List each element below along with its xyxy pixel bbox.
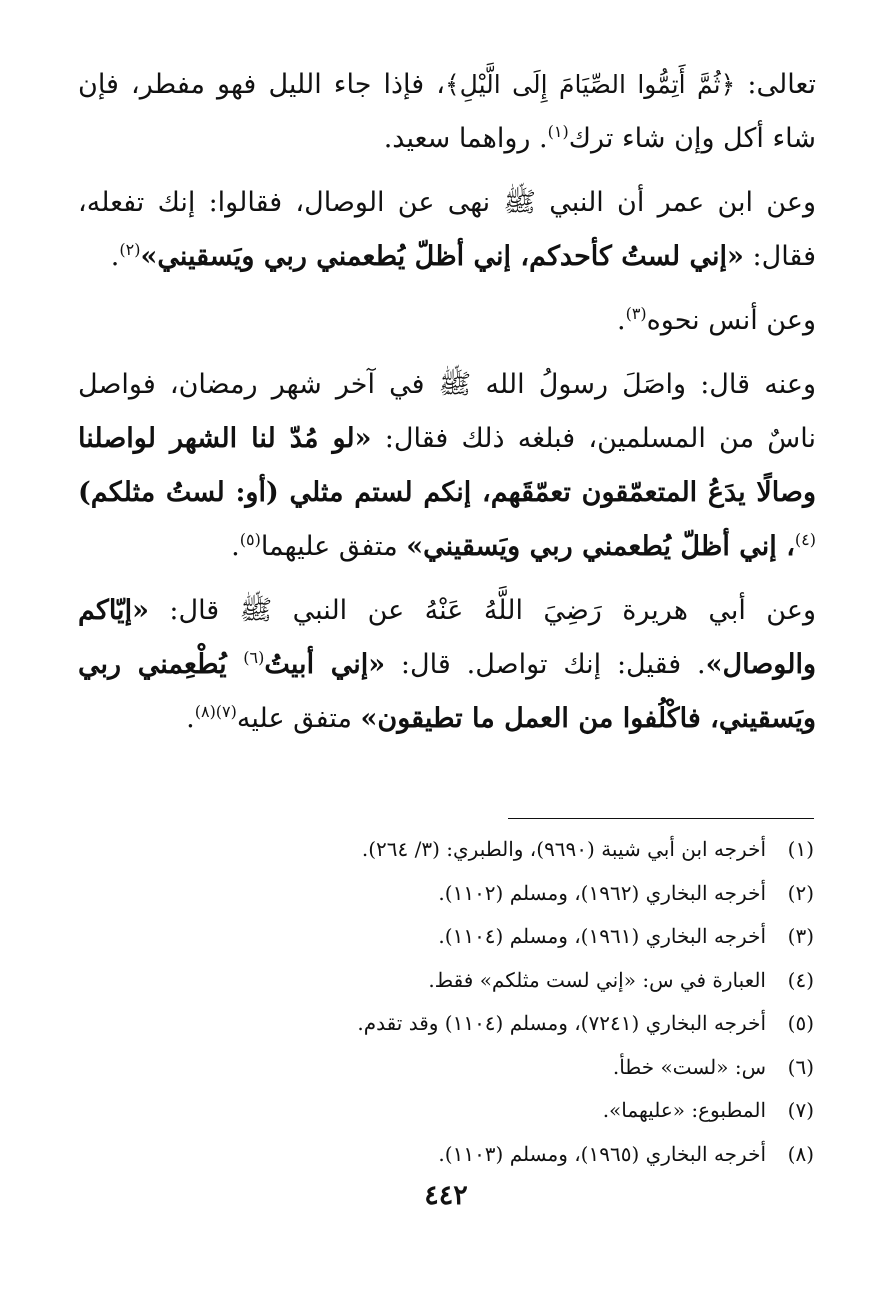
paragraph bbox=[78, 58, 816, 166]
text-segment: ، فإذا جاء الليل فهو مفطر، فإن شاء أكل وإن شاء ترك bbox=[78, 69, 816, 154]
footnote bbox=[76, 959, 814, 1003]
footnote-ref: (٤) bbox=[794, 530, 816, 549]
footnote-ref: (٧)(٨) bbox=[194, 702, 237, 721]
footnote-text: س: «لست» خطأ. bbox=[612, 1054, 766, 1079]
footnote-text: أخرجه البخاري (١٩٦٥)، ومسلم (١١٠٣). bbox=[438, 1141, 766, 1166]
footnote bbox=[76, 915, 814, 959]
text-segment: وعن أنس نحوه bbox=[646, 305, 816, 336]
footnote bbox=[76, 872, 814, 916]
main-text bbox=[78, 58, 816, 746]
footnote bbox=[76, 1133, 814, 1177]
hadith-quote: «إيّاكم والوصال» bbox=[78, 595, 816, 680]
hadith-quote: «إني لستُ كأحدكم، إني أظلّ يُطعمني ربي ويَسقيني» bbox=[140, 241, 744, 272]
text-segment: تعالى: bbox=[735, 69, 816, 100]
paragraph bbox=[78, 358, 816, 574]
footnote-number: (١) bbox=[787, 837, 814, 861]
page-number: ٤٤٢ bbox=[424, 1180, 468, 1211]
text-segment: وعن ابن عمر أن النبي ﷺ نهى عن الوصال، فقالوا: إنك تفعله، فقال: bbox=[78, 187, 816, 272]
text-segment: وعنه قال: واصَلَ رسولُ الله ﷺ في آخر شهر رمضان، فواصل ناسٌ من المسلمين، فبلغه ذلك فقال: bbox=[78, 369, 816, 454]
footnote-text: المطبوع: «عليهما». bbox=[602, 1098, 766, 1122]
hadith-quote: «إني أبيتُ bbox=[264, 649, 386, 680]
footnote-ref: (١) bbox=[547, 122, 569, 141]
text-segment: وعن أبي هريرة رَضِيَ اللَّهُ عَنْهُ عن النبي ﷺ قال: bbox=[148, 595, 816, 626]
footnote-ref: (٣) bbox=[625, 304, 647, 323]
footnote bbox=[76, 1089, 814, 1133]
footnote-number: (٢) bbox=[787, 880, 814, 905]
footnote-text: العبارة في س: «إني لست مثلكم» فقط. bbox=[428, 967, 766, 992]
paragraph bbox=[78, 294, 816, 348]
hadith-quote: ، إني أظلّ يُطعمني ربي ويَسقيني» bbox=[406, 531, 795, 562]
text-segment: . رواهما سعيد. bbox=[383, 123, 548, 154]
text-segment: . bbox=[186, 703, 195, 734]
footnote-text: أخرجه ابن أبي شيبة (٩٦٩٠)، والطبري: (٣/ ٢٦٤). bbox=[361, 837, 766, 861]
paragraph bbox=[78, 176, 816, 284]
footnote-number: (٣) bbox=[787, 924, 814, 948]
text-segment: . bbox=[616, 305, 626, 336]
text-segment: متفق عليه bbox=[236, 703, 361, 734]
quran-verse: ﴿ثُمَّ أَتِمُّوا الصِّيَامَ إِلَى الَّيْلِ﴾ bbox=[445, 70, 736, 99]
text-segment: . bbox=[110, 241, 120, 272]
footnote bbox=[76, 828, 814, 872]
footnote-number: (٤) bbox=[787, 967, 814, 992]
footnote-ref: (٥) bbox=[239, 530, 261, 549]
footnote-number: (٨) bbox=[787, 1141, 814, 1166]
footnote bbox=[76, 1002, 814, 1046]
text-segment: . فقيل: إنك تواصل. قال: bbox=[385, 649, 706, 680]
text-segment: متفق عليهما bbox=[260, 531, 407, 562]
footnote-divider bbox=[508, 818, 814, 819]
footnotes-list bbox=[76, 828, 814, 1176]
text-segment: . bbox=[231, 531, 240, 562]
footnote bbox=[76, 1046, 814, 1090]
footnote-ref: (٢) bbox=[119, 240, 141, 259]
paragraph bbox=[78, 584, 816, 746]
footnote-number: (٥) bbox=[787, 1011, 814, 1035]
footnote-text: أخرجه البخاري (١٩٦٢)، ومسلم (١١٠٢). bbox=[438, 880, 766, 905]
footnote-text: أخرجه البخاري (٧٢٤١)، ومسلم (١١٠٤) وقد تقدم. bbox=[357, 1011, 766, 1035]
footnote-number: (٦) bbox=[787, 1054, 814, 1079]
footnote-number: (٧) bbox=[787, 1098, 814, 1122]
hadith-quote: «لو مُدّ لنا الشهر لواصلنا وصالًا يدَعُ المتعمّقون تعمّقَهم، إنكم لستم مثلي (أو: لستُ مثلكم) bbox=[78, 423, 816, 508]
footnote-text: أخرجه البخاري (١٩٦١)، ومسلم (١١٠٤). bbox=[438, 924, 766, 948]
footnote-ref: (٦) bbox=[243, 648, 265, 667]
hadith-quote: يُطْعِمني ربي ويَسقيني، فاكْلُفوا من العمل ما تطيقون» bbox=[78, 649, 816, 734]
